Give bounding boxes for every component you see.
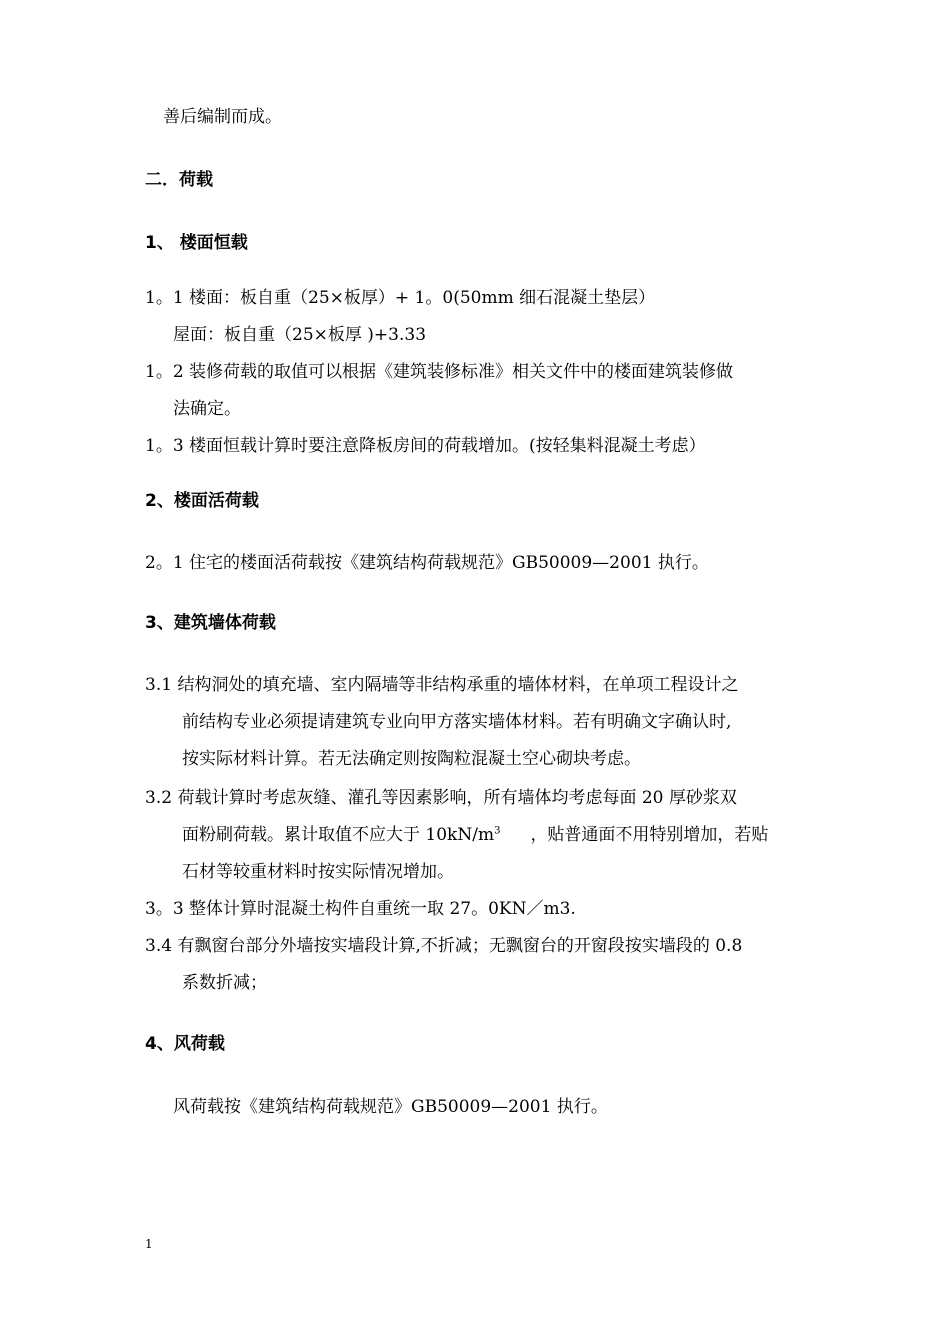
item-3-2: 3.2 荷载计算时考虑灰缝、灌孔等因素影响，所有墙体均考虑每面 20 厚砂浆双 <box>145 788 737 808</box>
item-3-1: 3.1 结构洞处的填充墙、室内隔墙等非结构承重的墙体材料，在单项工程设计之 <box>145 675 739 695</box>
item-3-4-cont: 系数折减； <box>182 973 267 993</box>
item-4-1: 风荷载按《建筑结构荷载规范》GB50009—2001 执行。 <box>173 1097 608 1117</box>
subheading-floor-live-load: 2、楼面活荷载 <box>145 491 259 511</box>
item-3-1-cont-2: 按实际材料计算。若无法确定则按陶粒混凝土空心砌块考虑。 <box>182 749 641 769</box>
item-3-3: 3。3 整体计算时混凝土构件自重统一取 27。0KN／m3. <box>145 899 576 919</box>
continuation-line: 善后编制而成。 <box>163 107 282 127</box>
item-3-2-cont-1 <box>182 824 768 846</box>
section-heading-loads: 二．荷载 <box>145 170 213 190</box>
page-number: 1 <box>145 1237 153 1251</box>
item-1-2-cont: 法确定。 <box>173 399 241 419</box>
item-1-2: 1。2 装修荷载的取值可以根据《建筑装修标准》相关文件中的楼面建筑装修做 <box>145 362 734 382</box>
subheading-wind-load: 4、风荷载 <box>145 1034 225 1054</box>
item-3-2-cont-2: 石材等较重材料时按实际情况增加。 <box>182 862 454 882</box>
item-3-4: 3.4 有飘窗台部分外墙按实墙段计算,不折减；无飘窗台的开窗段按实墙段的 0.8 <box>145 936 743 956</box>
item-3-2-text-c: ，贴普通面不用特别增加，若贴 <box>530 825 769 845</box>
item-1-1: 1。1 楼面：板自重（25×板厚）+ 1。0(50mm 细石混凝土垫层） <box>145 288 656 308</box>
item-1-1-roof: 屋面：板自重（25×板厚 )+3.33 <box>173 325 427 345</box>
superscript-3: 3 <box>494 825 501 837</box>
item-2-1: 2。1 住宅的楼面活荷载按《建筑结构荷载规范》GB50009—2001 执行。 <box>145 553 709 573</box>
item-3-2-text-a: 面粉刷荷载。累计取值不应大于 10kN/m <box>182 825 495 845</box>
item-3-1-cont-1: 前结构专业必须提请建筑专业向甲方落实墙体材料。若有明确文字确认时, <box>182 712 732 732</box>
subheading-wall-load: 3、建筑墙体荷载 <box>145 613 276 633</box>
subheading-floor-dead-load: 1、 楼面恒载 <box>145 233 248 253</box>
item-1-3: 1。3 楼面恒载计算时要注意降板房间的荷载增加。(按轻集料混凝土考虑） <box>145 436 706 456</box>
